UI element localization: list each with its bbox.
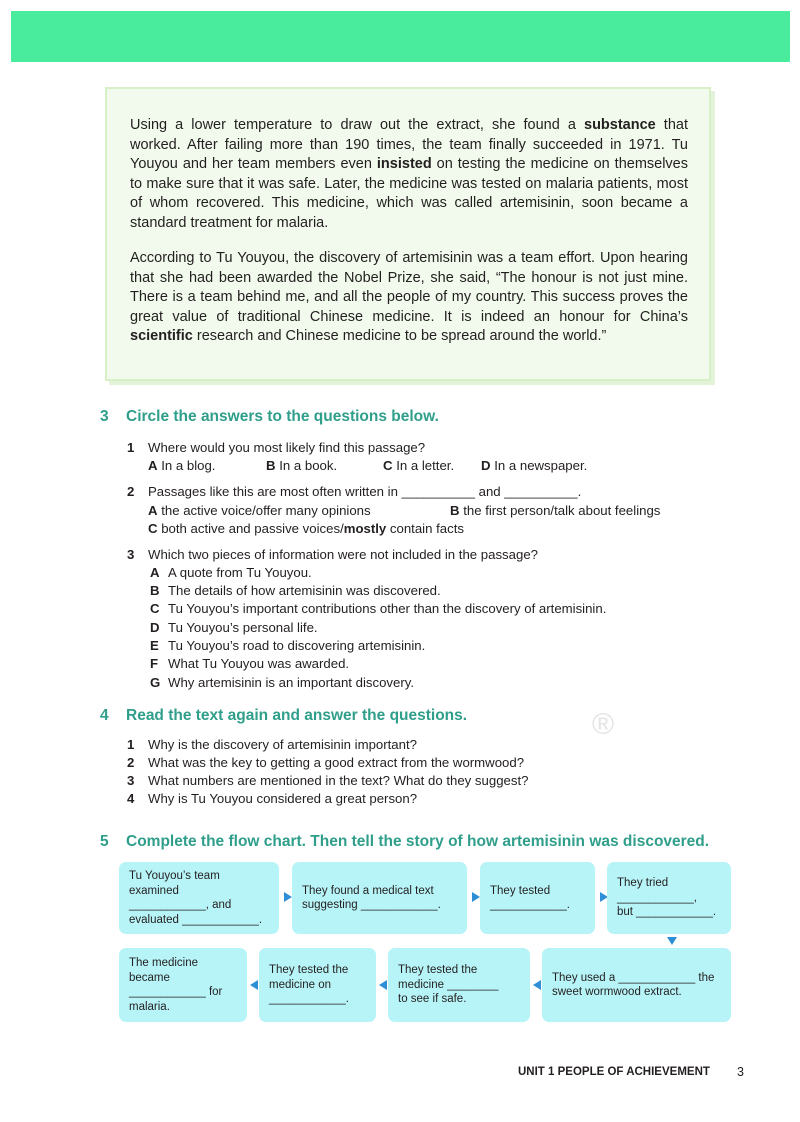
- question-number: 1: [127, 737, 135, 752]
- question-number: 2: [127, 484, 135, 499]
- question-text: Which two pieces of information were not included in the passage?: [148, 547, 538, 562]
- reading-passage-box: [105, 87, 711, 381]
- option-b[interactable]: B The details of how artemisinin was discovered.: [150, 583, 441, 598]
- option-c[interactable]: C both active and passive voices/mostly contain facts: [148, 521, 464, 536]
- option-a[interactable]: A In a blog.: [148, 458, 216, 473]
- arrow-left-icon: [250, 980, 258, 990]
- flow-box-3: They tested ____________.: [480, 862, 595, 934]
- question-number: 3: [127, 547, 135, 562]
- question-number: 4: [127, 791, 135, 806]
- question-number: 2: [127, 755, 135, 770]
- flow-box-5: They used a ____________ the sweet wormwood extract.: [542, 948, 731, 1022]
- passage-paragraph-2: According to Tu Youyou, the discovery of artemisinin was a team effort. Upon hearing that she had been awarded the Nobel Prize, she said, “The honour is not just mine. There is a team behind me, and all the people of my country. This success proves the great value of traditional Chinese medicine. It is indeed an honour for China’s scientific research and Chinese medicine to be spread around the world.”: [130, 250, 688, 345]
- arrow-left-icon: [533, 980, 541, 990]
- flow-box-1: Tu Youyou’s team examined ____________, and evaluated ____________.: [119, 862, 279, 934]
- question-text: Where would you most likely find this passage?: [148, 440, 426, 455]
- passage-paragraph-1: Using a lower temperature to draw out the extract, she found a substance that worked. After failing more than 190 times, the team finally succeeded in 1971. Tu Youyou and her team members even insisted on testing the medicine on themselves to make sure that it was safe. Later, the medicine was tested on malaria patients, most of whom recovered. This medicine, which was called artemisinin, soon became a standard treatment for malaria.: [130, 117, 688, 231]
- option-g[interactable]: G Why artemisinin is an important discovery.: [150, 675, 415, 690]
- page-number: 3: [737, 1065, 744, 1079]
- question-text: Why is the discovery of artemisinin important?: [148, 737, 417, 752]
- flow-box-8: The medicine became ____________ for malaria.: [119, 948, 247, 1022]
- section-4-heading: 4 Read the text again and answer the questions.: [100, 707, 468, 724]
- option-a[interactable]: A the active voice/offer many opinions: [148, 503, 371, 518]
- flow-box-7: They tested the medicine on ____________.: [259, 948, 376, 1022]
- question-text: Passages like this are most often written in __________ and __________.: [148, 484, 582, 499]
- arrow-left-icon: [379, 980, 387, 990]
- option-a[interactable]: A A quote from Tu Youyou.: [150, 565, 312, 580]
- header-bar: [11, 11, 790, 62]
- keyword-substance: substance: [584, 117, 656, 133]
- option-b[interactable]: B In a book.: [266, 458, 338, 473]
- arrow-right-icon: [472, 892, 480, 902]
- arrow-down-icon: [667, 937, 677, 945]
- keyword-scientific: scientific: [130, 328, 193, 345]
- option-d[interactable]: D Tu Youyou’s personal life.: [150, 620, 318, 635]
- question-text: What numbers are mentioned in the text? What do they suggest?: [148, 773, 529, 788]
- flow-box-4: They tried ____________, but ____________.: [607, 862, 731, 934]
- option-c[interactable]: C In a letter.: [383, 458, 455, 473]
- option-b[interactable]: B the first person/talk about feelings: [450, 503, 661, 518]
- question-number: 1: [127, 440, 135, 455]
- arrow-right-icon: [284, 892, 292, 902]
- question-text: What was the key to getting a good extract from the wormwood?: [148, 755, 525, 770]
- option-c[interactable]: C Tu Youyou’s important contributions other than the discovery of artemisinin.: [150, 601, 607, 616]
- registered-mark: ®: [592, 708, 615, 741]
- section-3-heading: 3 Circle the answers to the questions below.: [100, 408, 439, 425]
- question-number: 3: [127, 773, 135, 788]
- flow-box-6: They tested the medicine ________ to see if safe.: [388, 948, 530, 1022]
- flow-box-2: They found a medical text suggesting ____________.: [292, 862, 467, 934]
- footer-unit-title: UNIT 1 PEOPLE OF ACHIEVEMENT: [518, 1066, 710, 1078]
- question-text: Why is Tu Youyou considered a great person?: [148, 791, 418, 806]
- section-5-heading: 5 Complete the flow chart. Then tell the story of how artemisinin was discovered.: [100, 833, 710, 850]
- keyword-insisted: insisted: [376, 156, 432, 173]
- option-e[interactable]: E Tu Youyou’s road to discovering artemisinin.: [150, 638, 426, 653]
- option-f[interactable]: F What Tu Youyou was awarded.: [150, 656, 350, 671]
- option-d[interactable]: D In a newspaper.: [481, 458, 588, 473]
